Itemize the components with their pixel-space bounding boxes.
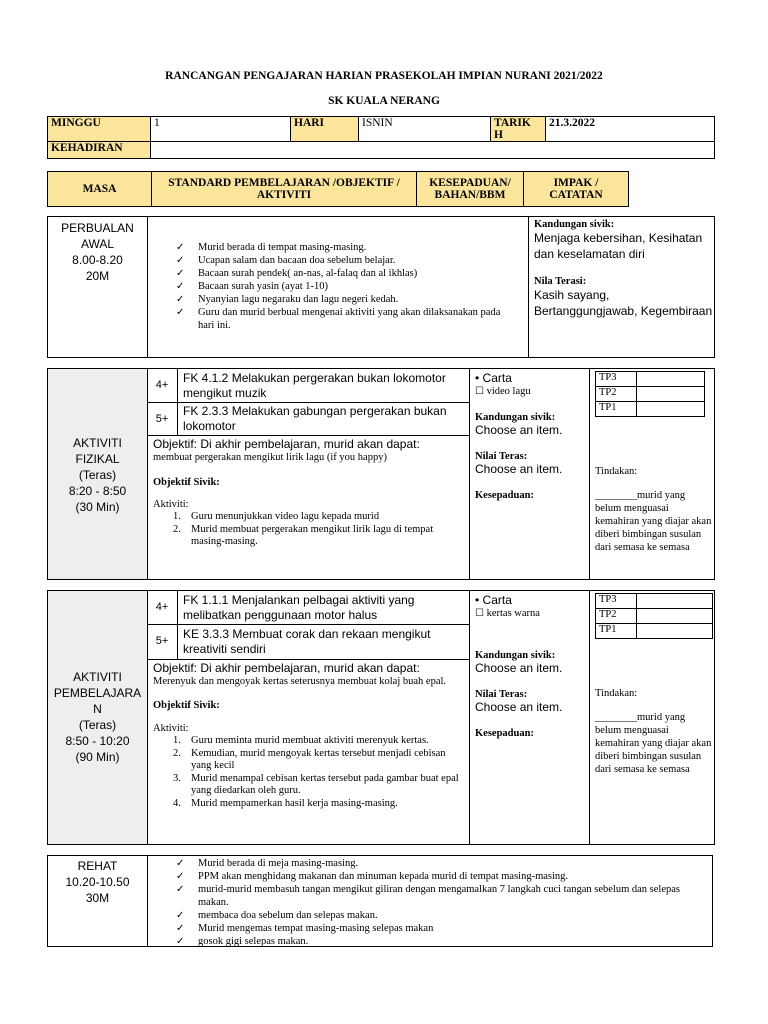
- objektif-sivik-label: Objektif Sivik:: [153, 700, 220, 711]
- list-item: ✓ Murid berada di meja masing-masing.: [174, 857, 708, 870]
- kandungan-label: Kandungan sivik:: [475, 412, 556, 423]
- column-header: [47, 171, 629, 207]
- list-item: ✓ Murid mengemas tempat masing-masing selepas makan: [174, 922, 708, 935]
- list-item: 1. Guru meminta murid membuat aktiviti merenyuk kertas.: [173, 735, 429, 746]
- bahan-bullet: • Carta: [475, 593, 512, 607]
- kandungan-value[interactable]: Choose an item.: [475, 423, 563, 437]
- list-item: ✓ gosok gigi selepas makan.: [174, 935, 708, 948]
- nilai-label: Nilai Teras:: [475, 451, 528, 462]
- kandungan-value: Menjaga kebersihan, Kesihatan dan keselamatan diri: [534, 231, 703, 261]
- kehadiran-value: [151, 142, 715, 159]
- col-kesepaduan: KESEPADUAN/ BAHAN/BBM: [417, 172, 524, 207]
- page-title: RANCANGAN PENGAJARAN HARIAN PRASEKOLAH IMPIAN NURANI 2021/2022: [165, 70, 603, 82]
- time-line: (Teras): [78, 718, 117, 732]
- tp-label: TP1: [596, 624, 637, 639]
- list-item: 3. Murid menampal cebisan kertas tersebut pada gambar buat epal yang diedarkan oleh guru.: [173, 772, 459, 796]
- time-line: (Teras): [78, 468, 117, 482]
- time-line: PERBUALAN: [61, 221, 134, 235]
- bahan-box: ☐ video lagu: [475, 386, 531, 397]
- kandungan-label: Kandungan sivik:: [534, 219, 615, 230]
- sp-text: FK 4.1.2 Melakukan pergerakan bukan lokomotor mengikut muzik: [183, 371, 446, 400]
- tindakan-label: Tindakan:: [595, 688, 638, 699]
- rehat-list: [174, 857, 708, 948]
- time-line: FIZIKAL: [75, 452, 120, 466]
- list-item: ✓ membaca doa sebelum dan selepas makan.: [174, 909, 708, 922]
- pembelajaran-sp: [147, 591, 469, 659]
- hari-value: ISNIN: [359, 117, 491, 142]
- minggu-value: 1: [151, 117, 291, 142]
- kesepaduan-label: Kesepaduan:: [475, 728, 534, 739]
- col-standard: STANDARD PEMBELAJARAN /OBJEKTIF / AKTIVITI: [152, 172, 417, 207]
- age-label: 5+: [155, 635, 169, 647]
- school-name: SK KUALA NERANG: [328, 95, 440, 107]
- list-item: ✓ Bacaan surah yasin (ayat 1-10): [174, 280, 514, 293]
- tarikh-label: TARIK H: [491, 117, 546, 142]
- tp-table: [595, 593, 713, 639]
- aktiviti-label: Aktiviti:: [153, 723, 189, 734]
- list-item: ✓ murid-murid membasuh tangan mengikut giliran dengan mengamalkan 7 langkah cuci tangan sebelum dan selepas makan.: [174, 883, 708, 909]
- minggu-label: MINGGU: [48, 117, 151, 142]
- tp-cell[interactable]: [637, 594, 713, 609]
- rehat-time: [48, 858, 147, 906]
- col-impak: IMPAK / CATATAN: [524, 172, 629, 207]
- objektif-sivik-label: Objektif Sivik:: [153, 477, 220, 488]
- fizikal-block: [47, 368, 715, 580]
- tarikh-value: 21.3.2022: [546, 117, 715, 142]
- tindakan-text: ________murid yang belum menguasai kemahiran yang diajar akan diberi bimbingan susulan dari semasa ke semasa: [595, 490, 712, 553]
- tp-label: TP2: [596, 387, 637, 402]
- list-item: 2. Murid membuat pergerakan mengikut lirik lagu di tempat masing-masing.: [173, 523, 434, 547]
- aktiviti-label: Aktiviti:: [153, 499, 189, 510]
- kehadiran-label: KEHADIRAN: [48, 142, 151, 159]
- pembelajaran-block: [47, 590, 715, 845]
- time-line: AKTIVITI: [73, 436, 122, 450]
- tp-cell[interactable]: [637, 387, 705, 402]
- time-line: 8:20 - 8:50: [68, 484, 127, 498]
- time-line: AWAL: [80, 237, 115, 251]
- list-item: ✓ PPM akan menghidang makanan dan minuman kepada murid di tempat masing-masing.: [174, 870, 708, 883]
- time-line: REHAT: [77, 859, 118, 873]
- perbualan-time: [48, 220, 147, 284]
- time-line: N: [93, 702, 102, 716]
- sp-text: FK 1.1.1 Menjalankan pelbagai aktiviti yang melibatkan penggunaan motor halus: [183, 593, 415, 622]
- nilai-value: Kasih sayang, Bertanggungjawab, Kegembiraan: [534, 288, 713, 318]
- list-item: 1. Guru menunjukkan video lagu kepada murid: [173, 511, 380, 522]
- info-table: [47, 116, 715, 159]
- list-item: ✓ Bacaan surah pendek( an-nas, al-falaq dan al ikhlas): [174, 267, 514, 280]
- list-item: ✓ Nyanyian lagu negaraku dan lagu negeri kedah.: [174, 293, 514, 306]
- perbualan-block: [47, 216, 715, 358]
- tp-cell[interactable]: [637, 372, 705, 387]
- list-item: ✓ Ucapan salam dan bacaan doa sebelum belajar.: [174, 254, 514, 267]
- nilai-label: Nila Terasi:: [534, 276, 587, 287]
- time-line: 30M: [85, 891, 110, 905]
- list-item: 4. Murid mempamerkan hasil kerja masing-masing.: [173, 797, 398, 809]
- time-line: (30 Min): [75, 500, 120, 514]
- nilai-label: Nilai Teras:: [475, 689, 528, 700]
- tp-cell[interactable]: [637, 624, 713, 639]
- time-line: 20M: [85, 269, 110, 283]
- tp-label: TP3: [596, 594, 637, 609]
- tp-label: TP2: [596, 609, 637, 624]
- nilai-value[interactable]: Choose an item.: [475, 462, 563, 476]
- fizikal-sp: [147, 369, 469, 435]
- tp-cell[interactable]: [637, 609, 713, 624]
- kesepaduan-label: Kesepaduan:: [475, 490, 534, 501]
- perbualan-list: [174, 241, 514, 332]
- list-item: ✓ Murid berada di tempat masing-masing.: [174, 241, 514, 254]
- aktiviti-list: [147, 735, 467, 810]
- tp-cell[interactable]: [637, 402, 705, 417]
- nilai-value[interactable]: Choose an item.: [475, 700, 563, 714]
- sp-text: FK 2.3.3 Melakukan gabungan pergerakan bukan lokomotor: [183, 404, 447, 433]
- age-label: 5+: [155, 413, 169, 425]
- time-line: (90 Min): [75, 750, 120, 764]
- list-item: ✓ Guru dan murid berbual mengenai aktiviti yang akan dilaksanakan pada hari ini.: [174, 306, 514, 332]
- tindakan-label: Tindakan:: [595, 466, 638, 477]
- time-line: AKTIVITI: [73, 670, 122, 684]
- kandungan-value[interactable]: Choose an item.: [475, 661, 563, 675]
- time-line: 10.20-10.50: [65, 875, 130, 889]
- kandungan-label: Kandungan sivik:: [475, 650, 556, 661]
- aktiviti-list: [147, 511, 467, 549]
- tp-label: TP3: [596, 372, 637, 387]
- fizikal-time: [48, 435, 147, 515]
- tindakan-text: ________murid yang belum menguasai kemahiran yang diajar akan diberi bimbingan susulan dari semasa ke semasa: [595, 712, 712, 775]
- objektif-text: membuat pergerakan mengikut lirik lagu (if you happy): [153, 452, 387, 463]
- time-line: 8:50 - 10:20: [65, 734, 130, 748]
- tp-table: [595, 371, 705, 417]
- bahan-box: ☐ kertas warna: [475, 608, 540, 619]
- sp-text: KE 3.3.3 Membuat corak dan rekaan mengikut kreativiti sendiri: [183, 627, 431, 656]
- age-label: 4+: [155, 379, 169, 391]
- rehat-block: [47, 855, 713, 947]
- time-line: 8.00-8.20: [72, 253, 123, 267]
- hari-label: HARI: [291, 117, 359, 142]
- tp-label: TP1: [596, 402, 637, 417]
- col-masa: MASA: [48, 172, 152, 207]
- bahan-bullet: • Carta: [475, 371, 512, 385]
- objektif-label: Objektif: Di akhir pembelajaran, murid akan dapat:: [153, 661, 420, 675]
- list-item: 2. Kemudian, murid mengoyak kertas tersebut menjadi cebisan yang kecil: [173, 747, 446, 771]
- pembelajaran-time: [48, 669, 147, 765]
- objektif-text: Merenyuk dan mengoyak kertas seterusnya membuat kolaj buah epal.: [153, 676, 447, 687]
- objektif-label: Objektif: Di akhir pembelajaran, murid akan dapat:: [153, 437, 420, 451]
- age-label: 4+: [155, 601, 169, 613]
- time-line: PEMBELAJARA: [53, 686, 142, 700]
